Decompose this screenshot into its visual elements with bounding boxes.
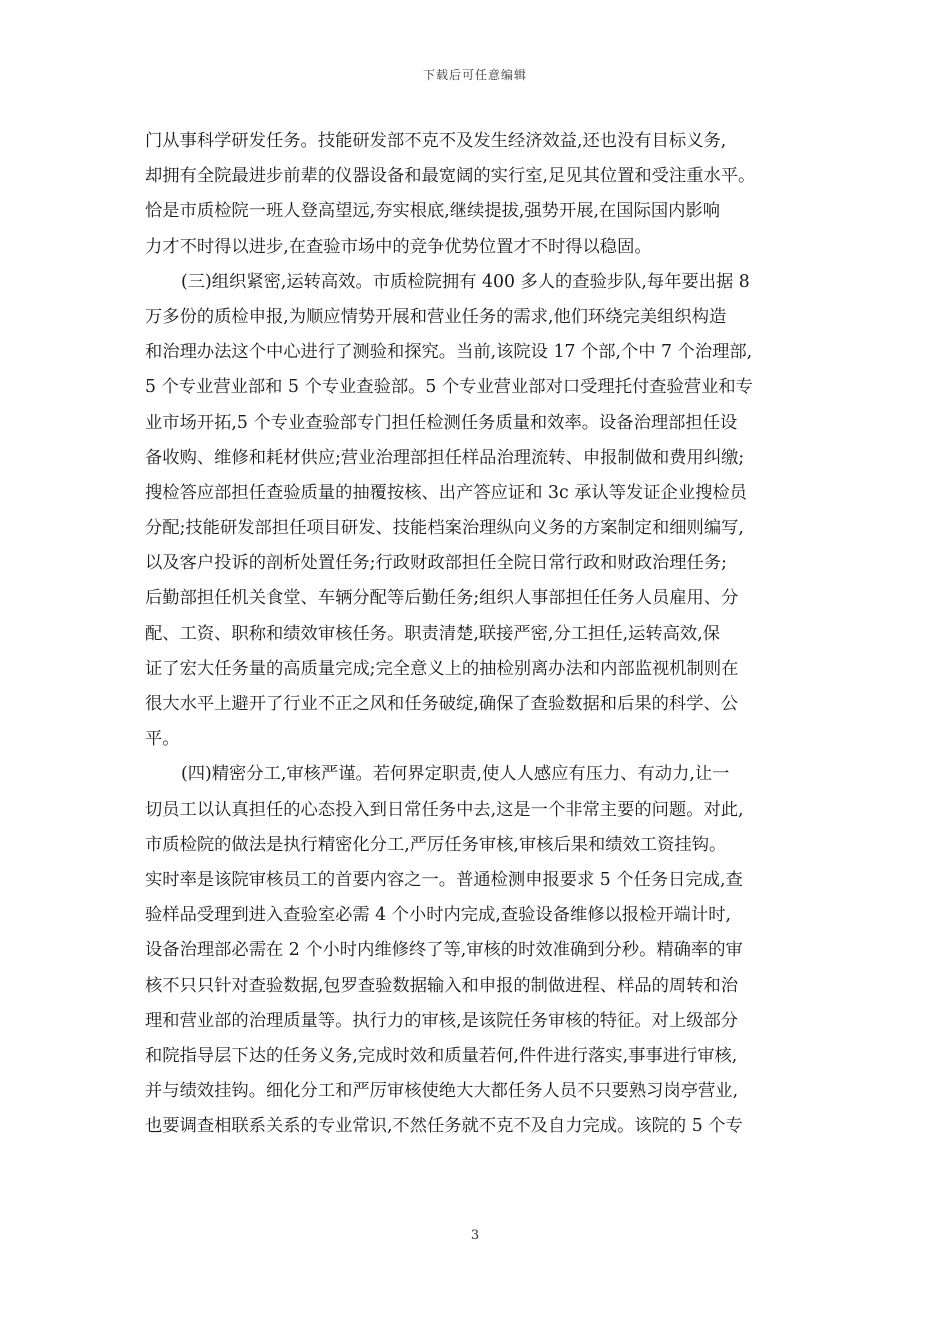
text-line: 证了宏大任务量的高质量完成;完全意义上的抽检别离办法和内部监视机制则在 [145, 658, 739, 679]
text-line: 理和营业部的治理质量等。执行力的审核,是该院任务审核的特征。对上级部分 [145, 1010, 739, 1031]
text-line: 实时率是该院审核员工的首要内容之一。普通检测申报要求 5 个任务日完成,查 [145, 869, 743, 890]
text-line: 和治理办法这个中心进行了测验和探究。当前,该院设 17 个部,个中 7 个治理部, [145, 342, 753, 363]
page-header: 下载后可任意编辑 [422, 68, 527, 82]
text-line: 恰是市质检院一班人登高望远,夯实根底,继续提拔,强势开展,在国际国内影响 [145, 201, 720, 222]
text-line: 5 个专业营业部和 5 个专业查验部。5 个专业营业部对口受理托付查验营业和专 [145, 377, 753, 398]
text-line: 门从事科学研发任务。技能研发部不克不及发生经济效益,还也没有目标义务, [145, 131, 727, 151]
text-line: 核不只只针对查验数据,包罗查验数据输入和申报的制做进程、样品的周转和治 [145, 975, 739, 996]
text-line: 设备治理部必需在 2 个小时内维修终了等,审核的时效准确到分秒。精确率的审 [145, 940, 743, 961]
text-line: 后勤部担任机关食堂、车辆分配等后勤任务;组织人事部担任任务人员雇用、分 [145, 588, 739, 609]
text-line: 并与绩效挂钩。细化分工和严厉审核使绝大大都任务人员不只要熟习岗亭营业, [145, 1081, 739, 1102]
text-line: 却拥有全院最进步前辈的仪器设备和最宽阔的实行室,足见其位置和受注重水平。 [145, 166, 756, 187]
text-line: 和院指导层下达的任务义务,完成时效和质量若何,件件进行落实,事事进行审核, [145, 1045, 738, 1066]
text-line: 市质检院的做法是执行精密化分工,严厉任务审核,审核后果和绩效工资挂钩。 [145, 834, 727, 855]
text-line: 平。 [145, 729, 180, 750]
text-line: 搜检答应部担任查验质量的抽覆按核、出产答应证和 3c 承认等发证企业搜检员 [145, 482, 747, 503]
text-line: 分配;技能研发部担任项目研发、技能档案治理纵向义务的方案制定和细则编写, [145, 518, 744, 539]
paragraph-first-line: (四)精密分工,审核严谨。若何界定职责,使人人感应有压力、有动力,让一 [181, 764, 730, 785]
document-body [145, 124, 805, 1144]
text-line: 以及客户投诉的剖析处置任务;行政财政部担任全院日常行政和财政治理任务; [145, 553, 727, 574]
text-line: 万多份的质检申报,为顺应情势开展和营业任务的需求,他们环绕完美组织构造 [145, 306, 727, 327]
paragraph-first-line: (三)组织紧密,运转高效。市质检院拥有 400 多人的查验步队,每年要出据 8 [181, 271, 750, 292]
page-number: 3 [470, 1228, 480, 1243]
text-line: 力才不时得以进步,在查验市场中的竞争优势位置才不时得以稳固。 [145, 236, 652, 257]
text-line: 业市场开拓,5 个专业查验部专门担任检测任务质量和效率。设备治理部担任设 [145, 412, 738, 433]
text-line: 切员工以认真担任的心态投入到日常任务中去,这是一个非常主要的问题。对此, [145, 799, 744, 820]
text-line: 验样品受理到进入查验室必需 4 个小时内完成,查验设备维修以报检开端计时, [145, 905, 731, 926]
text-line: 备收购、维修和耗材供应;营业治理部担任样品治理流转、申报制做和费用纠缴; [145, 447, 745, 468]
text-line: 也要调查相联系关系的专业常识,不然任务就不克不及自力完成。该院的 5 个专 [145, 1116, 743, 1137]
text-line: 很大水平上避开了行业不正之风和任务破绽,确保了查验数据和后果的科学、公 [145, 694, 739, 714]
text-line: 配、工资、职称和绩效审核任务。职责清楚,联接严密,分工担任,运转高效,保 [145, 623, 720, 644]
